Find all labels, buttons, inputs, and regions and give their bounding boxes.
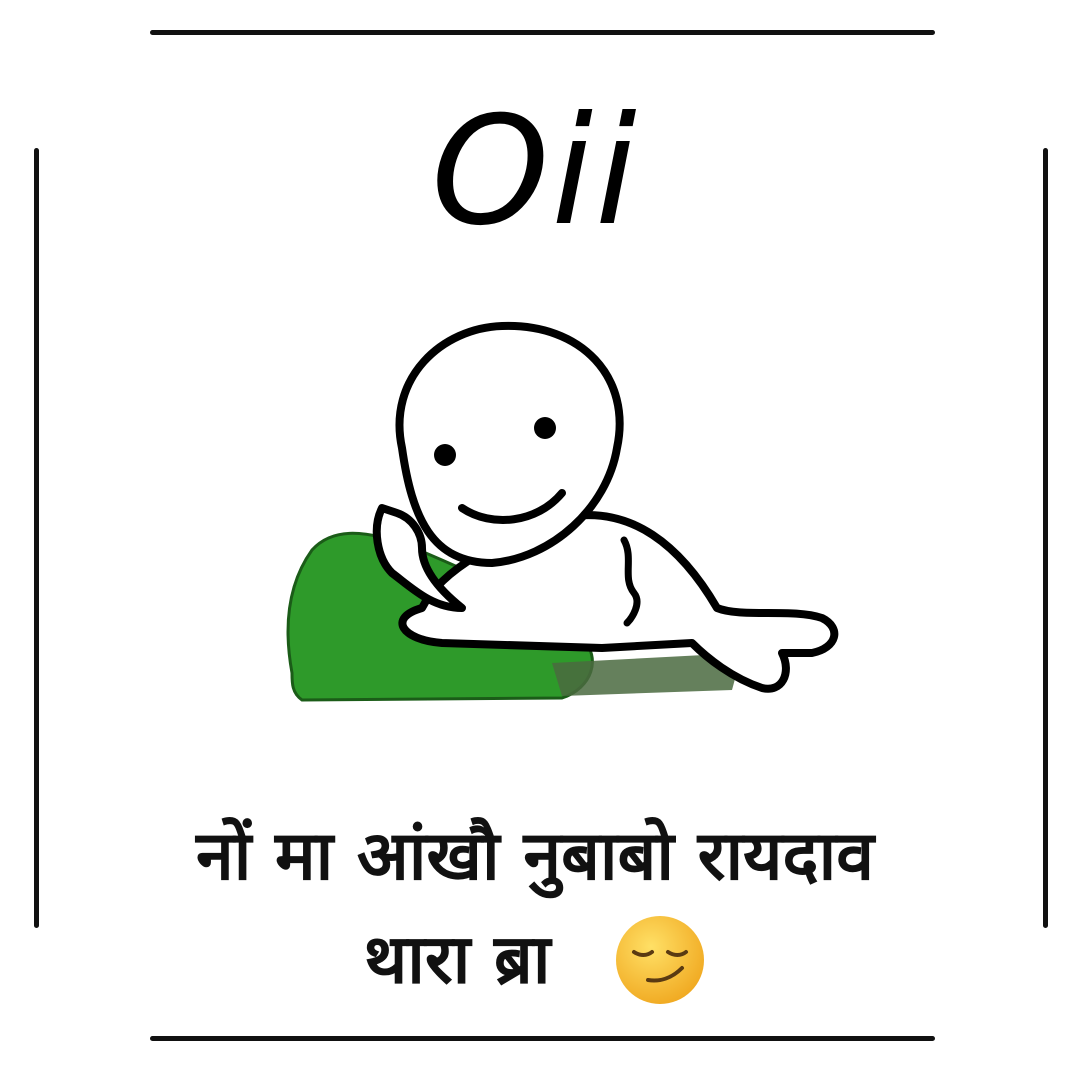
- caption-line-1: नों मा आंखौ नुबाबो रायदाव: [195, 817, 875, 896]
- caption-line-2: [40, 912, 1030, 1006]
- smirking-face-icon: [614, 914, 706, 1006]
- page-title: Oii: [431, 85, 639, 259]
- frame-top-border: [150, 30, 935, 35]
- caption-line-2-text: थारा ब्रा: [363, 920, 551, 1000]
- frame-left-border: [34, 148, 39, 928]
- reclining-cartoon-illustration: [262, 318, 852, 718]
- frame-right-border: [1043, 148, 1048, 928]
- right-eye: [534, 417, 556, 439]
- left-eye: [434, 444, 456, 466]
- frame-bottom-border: [150, 1036, 935, 1041]
